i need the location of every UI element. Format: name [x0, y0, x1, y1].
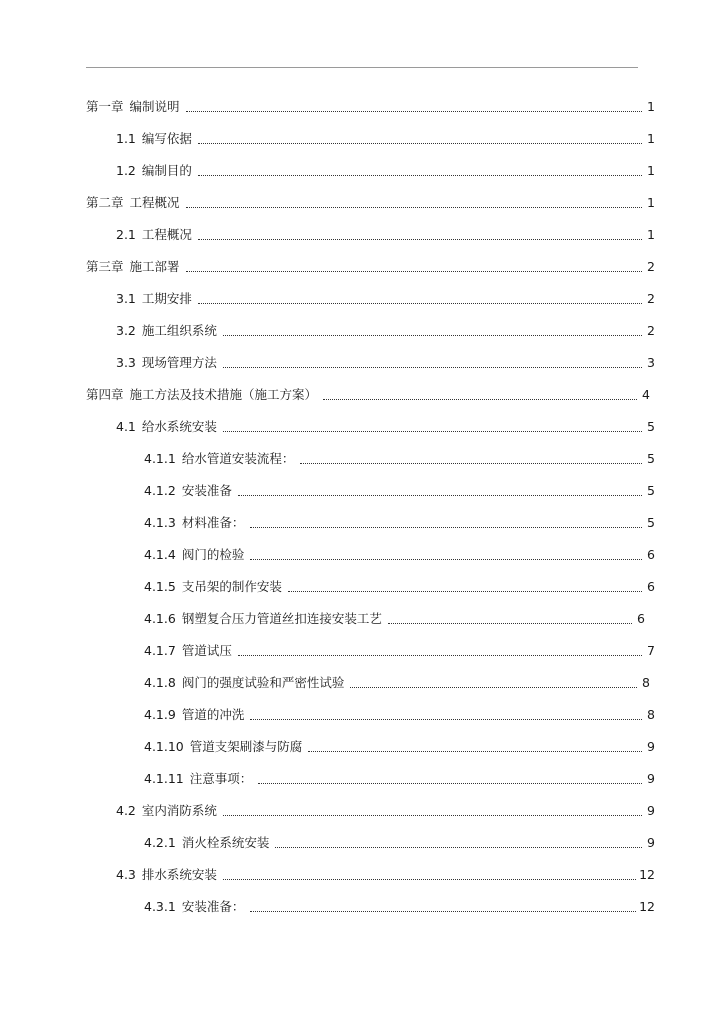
- toc-number: 4.1.5: [144, 579, 176, 594]
- toc-page-number: 12: [639, 867, 655, 882]
- toc-page-number: 4: [642, 387, 650, 402]
- toc-number: 4.1.2: [144, 483, 176, 498]
- toc-title: 阀门的强度试验和严密性试验: [181, 675, 345, 690]
- toc-entry[interactable]: [0, 635, 655, 667]
- toc-title: 施工方法及技术措施（施工方案）: [129, 387, 318, 402]
- dot-leader: [250, 910, 636, 912]
- toc-title: 工程概况: [141, 227, 192, 242]
- dot-leader: [258, 782, 642, 784]
- toc-title: 阀门的检验: [181, 547, 245, 562]
- dot-leader: [223, 814, 642, 816]
- toc-number: 1.1: [116, 131, 136, 146]
- dot-leader: [388, 622, 632, 624]
- toc-page-number: 6: [647, 579, 655, 594]
- toc-number: 4.1.6: [144, 611, 176, 626]
- toc-number: 4.3.1: [144, 899, 176, 914]
- toc-page-number: 5: [647, 451, 655, 466]
- toc-title: 安装准备：: [181, 899, 245, 914]
- toc-number: 第二章: [86, 195, 124, 210]
- dot-leader: [300, 462, 642, 464]
- dot-leader: [275, 846, 642, 848]
- toc-entry[interactable]: [0, 379, 650, 411]
- toc-title: 消火栓系统安装: [181, 835, 270, 850]
- toc-page-number: 5: [647, 515, 655, 530]
- dot-leader: [186, 110, 642, 112]
- toc-entry[interactable]: [0, 347, 655, 379]
- dot-leader: [238, 494, 642, 496]
- toc-page-number: 1: [647, 131, 655, 146]
- toc-page-number: 9: [647, 739, 655, 754]
- dot-leader: [250, 558, 642, 560]
- toc-title: 给水管道安装流程：: [181, 451, 295, 466]
- toc-page-number: 8: [647, 707, 655, 722]
- toc-title: 现场管理方法: [141, 355, 217, 370]
- toc-title: 工程概况: [129, 195, 180, 210]
- dot-leader: [223, 366, 642, 368]
- dot-leader: [250, 526, 642, 528]
- toc-page-number: 1: [647, 99, 655, 114]
- toc-entry[interactable]: [0, 123, 655, 155]
- toc-number: 3.3: [116, 355, 136, 370]
- toc-page-number: 8: [642, 675, 650, 690]
- dot-leader: [308, 750, 642, 752]
- toc-page-number: 2: [647, 291, 655, 306]
- toc-number: 4.1.3: [144, 515, 176, 530]
- toc-entry[interactable]: [0, 795, 655, 827]
- toc-title: 工期安排: [141, 291, 192, 306]
- toc-number: 1.2: [116, 163, 136, 178]
- toc-page-number: 3: [647, 355, 655, 370]
- toc-title: 管道试压: [181, 643, 232, 658]
- toc-title: 支吊架的制作安装: [181, 579, 282, 594]
- toc-number: 4.1.7: [144, 643, 176, 658]
- toc-number: 3.2: [116, 323, 136, 338]
- dot-leader: [223, 334, 642, 336]
- toc-number: 4.1.11: [144, 771, 184, 786]
- toc-number: 4.3: [116, 867, 136, 882]
- toc-number: 4.1.1: [144, 451, 176, 466]
- toc-page-number: 9: [647, 771, 655, 786]
- toc-entry[interactable]: [0, 315, 655, 347]
- toc-number: 4.1: [116, 419, 136, 434]
- dot-leader: [198, 174, 642, 176]
- toc-title: 施工部署: [129, 259, 180, 274]
- toc-number: 3.1: [116, 291, 136, 306]
- toc-entry[interactable]: [0, 283, 655, 315]
- toc-page-number: 6: [637, 611, 645, 626]
- toc-number: 第三章: [86, 259, 124, 274]
- dot-leader: [288, 590, 642, 592]
- toc-page-number: 9: [647, 803, 655, 818]
- dot-leader: [250, 718, 642, 720]
- toc-title: 注意事项：: [189, 771, 253, 786]
- toc-number: 4.2.1: [144, 835, 176, 850]
- dot-leader: [350, 686, 637, 688]
- toc-page-number: 6: [647, 547, 655, 562]
- toc-page-number: 1: [647, 163, 655, 178]
- toc-entry[interactable]: [0, 827, 655, 859]
- toc-entry[interactable]: [0, 443, 655, 475]
- toc-title: 编写依据: [141, 131, 192, 146]
- toc-entry[interactable]: [0, 187, 655, 219]
- toc-entry[interactable]: [0, 891, 655, 923]
- dot-leader: [186, 270, 642, 272]
- toc-entry[interactable]: [0, 731, 655, 763]
- toc-number: 第一章: [86, 99, 124, 114]
- toc-title: 管道支架刷漆与防腐: [189, 739, 303, 754]
- toc-entry[interactable]: [0, 571, 655, 603]
- dot-leader: [198, 302, 642, 304]
- toc-page-number: 1: [647, 227, 655, 242]
- table-of-contents: [0, 91, 724, 923]
- toc-page-number: 12: [639, 899, 655, 914]
- toc-page-number: 2: [647, 323, 655, 338]
- dot-leader: [198, 238, 642, 240]
- dot-leader: [186, 206, 642, 208]
- dot-leader: [223, 430, 642, 432]
- toc-entry[interactable]: [0, 539, 655, 571]
- toc-page-number: 9: [647, 835, 655, 850]
- toc-entry[interactable]: [0, 91, 655, 123]
- toc-title: 管道的冲洗: [181, 707, 245, 722]
- toc-entry[interactable]: [0, 667, 650, 699]
- dot-leader: [238, 654, 642, 656]
- toc-number: 4.1.8: [144, 675, 176, 690]
- toc-page-number: 5: [647, 419, 655, 434]
- toc-number: 4.1.9: [144, 707, 176, 722]
- toc-page-number: 5: [647, 483, 655, 498]
- toc-page-number: 2: [647, 259, 655, 274]
- toc-entry[interactable]: [0, 251, 655, 283]
- toc-entry[interactable]: [0, 475, 655, 507]
- toc-number: 4.2: [116, 803, 136, 818]
- toc-entry[interactable]: [0, 763, 655, 795]
- dot-leader: [198, 142, 642, 144]
- toc-entry[interactable]: [0, 699, 655, 731]
- toc-entry[interactable]: [0, 155, 655, 187]
- toc-title: 编制说明: [129, 99, 180, 114]
- toc-entry[interactable]: [0, 411, 655, 443]
- toc-title: 钢塑复合压力管道丝扣连接安装工艺: [181, 611, 382, 626]
- toc-page-number: 1: [647, 195, 655, 210]
- toc-number: 4.1.10: [144, 739, 184, 754]
- toc-title: 室内消防系统: [141, 803, 217, 818]
- toc-entry[interactable]: [0, 219, 655, 251]
- toc-number: 4.1.4: [144, 547, 176, 562]
- toc-title: 施工组织系统: [141, 323, 217, 338]
- toc-entry[interactable]: [0, 859, 655, 891]
- toc-number: 第四章: [86, 387, 124, 402]
- toc-title: 安装准备: [181, 483, 232, 498]
- toc-number: 2.1: [116, 227, 136, 242]
- toc-entry[interactable]: [0, 507, 655, 539]
- toc-title: 给水系统安装: [141, 419, 217, 434]
- toc-title: 材料准备：: [181, 515, 245, 530]
- toc-page-number: 7: [647, 643, 655, 658]
- dot-leader: [323, 398, 637, 400]
- toc-entry[interactable]: [0, 603, 645, 635]
- header-rule: [86, 67, 638, 68]
- toc-title: 编制目的: [141, 163, 192, 178]
- toc-title: 排水系统安装: [141, 867, 217, 882]
- dot-leader: [223, 878, 636, 880]
